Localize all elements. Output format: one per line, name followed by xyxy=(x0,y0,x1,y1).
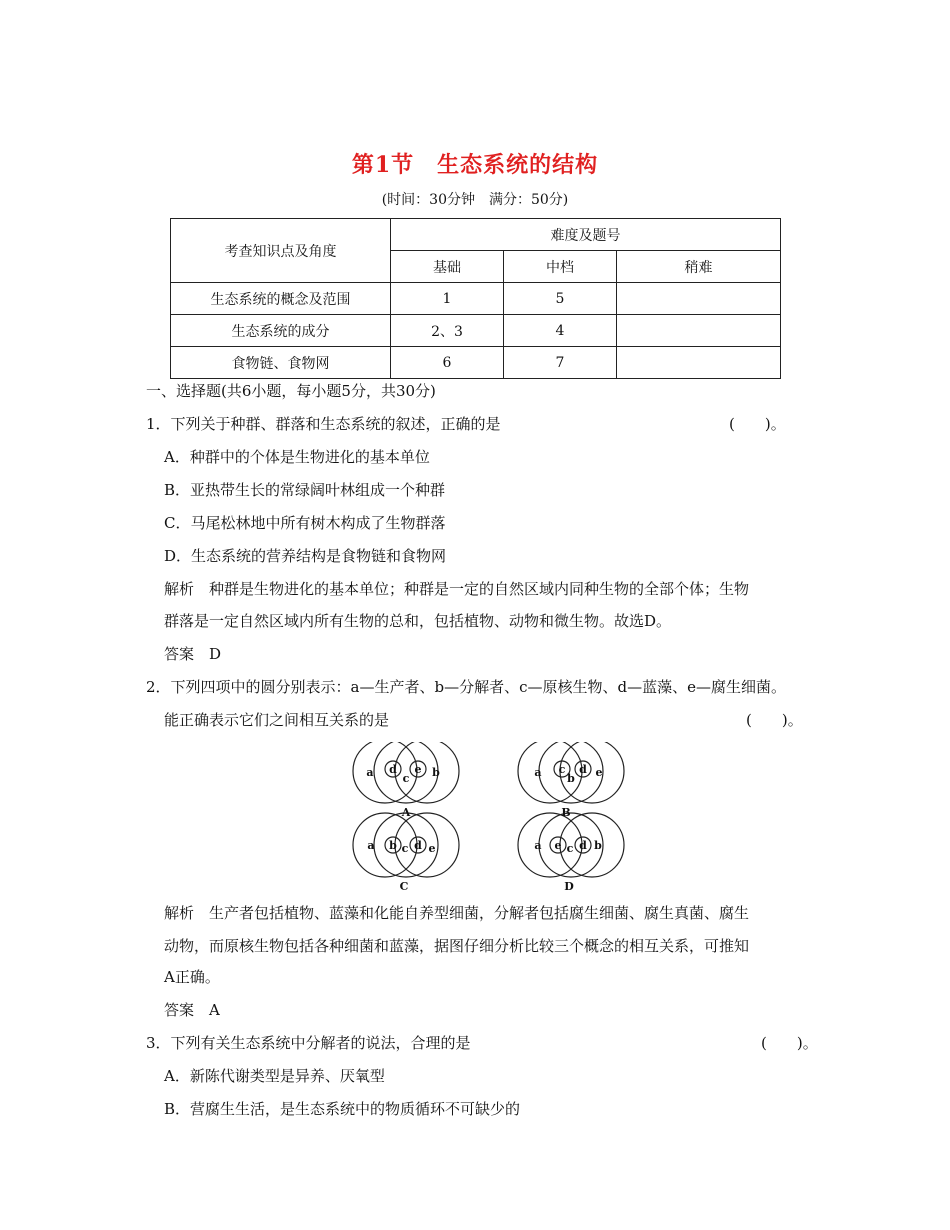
q2-answer: 答案 A xyxy=(164,1001,220,1019)
venn-c-label-right: e xyxy=(428,842,436,855)
venn-d-label-left: a xyxy=(534,839,542,852)
venn-b-label-right: e xyxy=(595,766,603,779)
q2-analysis-line-1: 解析 生产者包括植物、蓝藻和化能自养型细菌，分解者包括腐生细菌、腐生真菌、腐生 xyxy=(164,904,750,922)
col-medium: 中档 xyxy=(504,251,617,283)
table-row xyxy=(171,283,781,315)
section-heading: 一、选择题(共6小题，每小题5分，共30分) xyxy=(146,382,436,400)
venn-c-label-left: a xyxy=(367,839,375,852)
table-corner: 考查知识点及角度 xyxy=(171,219,391,283)
row-topic: 生态系统的成分 xyxy=(171,315,391,347)
row-topic: 生态系统的概念及范围 xyxy=(171,283,391,315)
row-hard xyxy=(617,347,781,379)
venn-d-label-small-left: e xyxy=(554,839,562,852)
venn-c-label-small-right: d xyxy=(414,839,422,852)
row-medium: 4 xyxy=(504,315,617,347)
row-topic: 食物链、食物网 xyxy=(171,347,391,379)
q1-option-c: C．马尾松林地中所有树木构成了生物群落 xyxy=(164,514,446,532)
q2-analysis-line-3: A正确。 xyxy=(164,968,220,986)
row-medium: 7 xyxy=(504,347,617,379)
row-basic: 1 xyxy=(391,283,504,315)
q2-answer-blank: ( )。 xyxy=(746,711,803,729)
q1-answer-blank: ( )。 xyxy=(729,415,786,433)
venn-d-caption: D xyxy=(564,880,574,892)
venn-d-label-center: c xyxy=(566,842,574,855)
difficulty-header: 难度及题号 xyxy=(391,219,781,251)
row-hard xyxy=(617,315,781,347)
venn-a-label-center: c xyxy=(402,772,410,785)
venn-a-label-small-left: d xyxy=(389,763,397,776)
q1-option-a: A．种群中的个体是生物进化的基本单位 xyxy=(164,448,430,466)
venn-a-label-left: a xyxy=(366,766,374,779)
venn-b-label-small-left: c xyxy=(558,763,566,776)
q2-analysis-line-2: 动物，而原核生物包括各种细菌和蓝藻，据图仔细分析比较三个概念的相互关系，可推知 xyxy=(164,937,750,955)
row-basic: 6 xyxy=(391,347,504,379)
q3-option-b: B．营腐生生活，是生态系统中的物质循环不可缺少的 xyxy=(164,1100,521,1118)
knowledge-table xyxy=(170,218,781,379)
q1-analysis-line-1: 解析 种群是生物进化的基本单位；种群是一定的自然区域内同种生物的全部个体；生物 xyxy=(164,580,750,598)
q1-stem: 1．下列关于种群、群落和生态系统的叙述，正确的是 xyxy=(146,415,501,433)
venn-c-caption: C xyxy=(399,880,409,892)
venn-a-caption: A xyxy=(401,806,411,819)
venn-a-label-right: b xyxy=(432,766,440,779)
venn-diagram-figure xyxy=(350,742,630,892)
venn-d-label-small-right: d xyxy=(579,839,587,852)
q1-option-d: D．生态系统的营养结构是食物链和食物网 xyxy=(164,547,447,565)
table-row xyxy=(171,347,781,379)
q3-option-a: A．新陈代谢类型是异养、厌氧型 xyxy=(164,1067,385,1085)
q1-option-b: B．亚热带生长的常绿阔叶林组成一个种群 xyxy=(164,481,446,499)
row-hard xyxy=(617,283,781,315)
row-basic: 2、3 xyxy=(391,315,504,347)
venn-b-label-small-right: d xyxy=(579,763,587,776)
page-subtitle: (时间：30分钟 满分：50分) xyxy=(381,192,569,208)
q1-analysis-line-2: 群落是一定自然区域内所有生物的总和，包括植物、动物和微生物。故选D。 xyxy=(164,612,672,630)
q3-answer-blank: ( )。 xyxy=(761,1034,818,1052)
venn-d-label-right: b xyxy=(594,839,602,852)
page-title: 第1节 生态系统的结构 xyxy=(351,152,599,178)
venn-a-label-small-right: e xyxy=(414,763,422,776)
col-basic: 基础 xyxy=(391,251,504,283)
venn-c-label-center: c xyxy=(401,842,409,855)
q2-stem-line-1: 2．下列四项中的圆分别表示：a—生产者、b—分解者、c—原核生物、d—蓝藻、e—腐生细菌。 xyxy=(146,678,786,696)
venn-b-caption: B xyxy=(561,806,571,819)
venn-c-label-small-left: b xyxy=(389,839,397,852)
row-medium: 5 xyxy=(504,283,617,315)
table-row xyxy=(171,315,781,347)
col-hard: 稍难 xyxy=(617,251,781,283)
q2-stem-line-2: 能正确表示它们之间相互关系的是 xyxy=(164,711,390,729)
q1-answer: 答案 D xyxy=(164,645,222,663)
q3-stem: 3．下列有关生态系统中分解者的说法，合理的是 xyxy=(146,1034,471,1052)
venn-b-label-left: a xyxy=(534,766,542,779)
venn-b-label-center: b xyxy=(567,772,575,785)
